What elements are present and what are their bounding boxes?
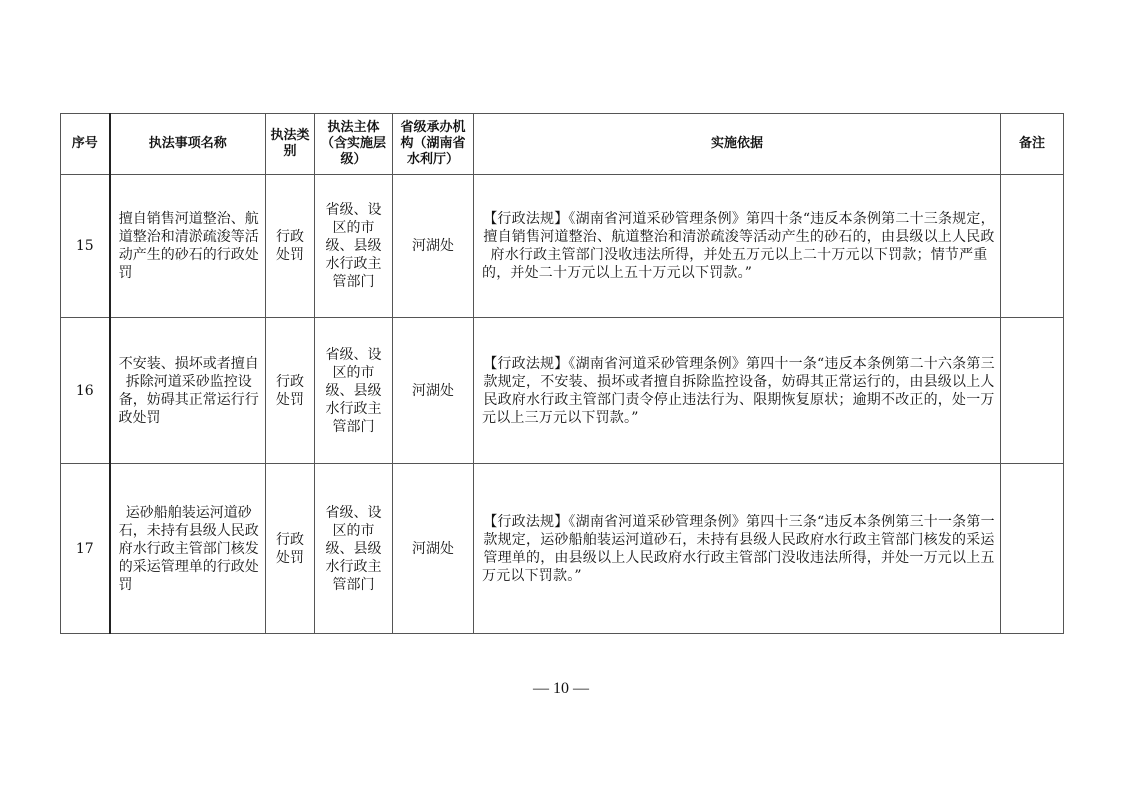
- row-subject: 省级、设区的市级、县级水行政主管部门: [315, 318, 393, 464]
- row-agency: 河湖处: [393, 175, 474, 318]
- row-remark: [1001, 464, 1064, 634]
- header-subject: 执法主体（含实施层级）: [315, 114, 393, 175]
- page-number: — 10 —: [533, 680, 589, 697]
- table-header-row: [61, 114, 1064, 175]
- header-category: 执法类别: [266, 114, 315, 175]
- row-agency: 河湖处: [393, 464, 474, 634]
- row-item-name: 擅自销售河道整治、航道整治和清淤疏浚等活动产生的砂石的行政处罚: [110, 175, 266, 318]
- table-row: [61, 464, 1064, 634]
- header-agency: 省级承办机构（湖南省水利厅）: [393, 114, 474, 175]
- row-remark: [1001, 175, 1064, 318]
- header-remark: 备注: [1001, 114, 1064, 175]
- row-basis: 【行政法规】《湖南省河道采砂管理条例》第四十条“违反本条例第二十三条规定，擅自销售河道整治、航道整治和清淤疏浚等活动产生的砂石的，由县级以上人民政府水行政主管部门没收违法所得，并处五万元以上二十万元以下罚款；情节严重的，并处二十万元以上五十万元以下罚款。”: [474, 175, 1001, 318]
- row-category: 行政处罚: [266, 464, 315, 634]
- row-item-name: 运砂船舶装运河道砂石，未持有县级人民政府水行政主管部门核发 的采运管理单的行政处罚: [110, 464, 266, 634]
- header-seq: 序号: [61, 114, 110, 175]
- header-item-name: 执法事项名称: [110, 114, 266, 175]
- header-basis: 实施依据: [474, 114, 1001, 175]
- row-basis: 【行政法规】《湖南省河道采砂管理条例》第四十一条“违反本条例第二十六条第三款规定，不安装、损坏或者擅自拆除监控设备，妨碍其正常运行的，由县级以上人民政府水行政主管部门责令停止违法行为、限期恢复原状；逾期不改正的，处一万元以上三万元以下罚款。”: [474, 318, 1001, 464]
- row-remark: [1001, 318, 1064, 464]
- row-seq: 15: [61, 175, 110, 318]
- row-seq: 16: [61, 318, 110, 464]
- row-subject: 省级、设区的市级、县级水行政主管部门: [315, 464, 393, 634]
- table-row: [61, 318, 1064, 464]
- row-category: 行政处罚: [266, 175, 315, 318]
- row-basis: 【行政法规】《湖南省河道采砂管理条例》第四十三条“违反本条例第三十一条第一款规定，运砂船舶装运河道砂石，未持有县级人民政府水行政主管部门核发的采运管理单的，由县级以上人民政府水行政主管部门没收违法所得，并处一万元以上五万元以下罚款。”: [474, 464, 1001, 634]
- row-item-name: 不安装、损坏或者擅自拆除河道采砂监控设备，妨碍其正常运行行政处罚: [110, 318, 266, 464]
- row-agency: 河湖处: [393, 318, 474, 464]
- table-row: [61, 175, 1064, 318]
- row-subject: 省级、设区的市级、县级水行政主管部门: [315, 175, 393, 318]
- enforcement-items-table: [60, 113, 1064, 634]
- row-category: 行政处罚: [266, 318, 315, 464]
- row-seq: 17: [61, 464, 110, 634]
